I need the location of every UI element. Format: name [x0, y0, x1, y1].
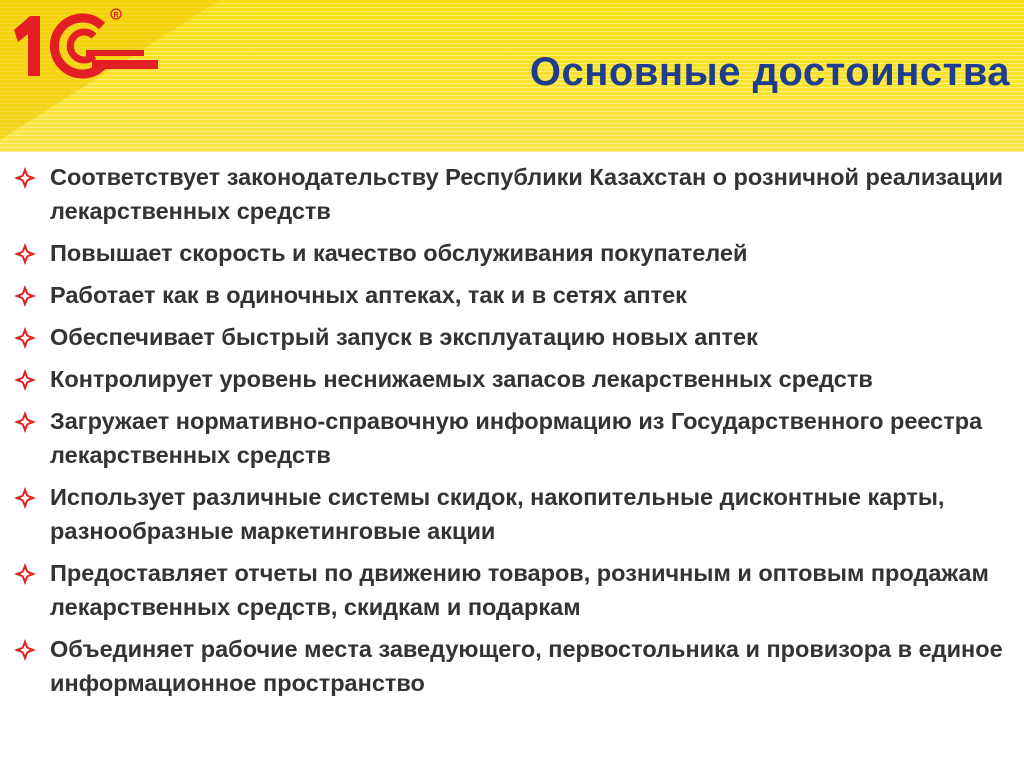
svg-text:R: R [113, 12, 119, 19]
list-item [14, 236, 1014, 270]
list-item-text: Загружает нормативно-справочную информацию из Государственного реестра лекарственных средств [50, 408, 983, 468]
list-item-text: Повышает скорость и качество обслуживания покупателей [50, 240, 748, 266]
list-item-text: Контролирует уровень неснижаемых запасов лекарственных средств [50, 366, 873, 392]
list-item [14, 320, 1014, 354]
list-item [14, 160, 1014, 228]
four-point-star-icon [14, 167, 36, 189]
four-point-star-icon [14, 285, 36, 307]
page-title: Основные достоинства [529, 50, 1010, 94]
list-item [14, 480, 1014, 548]
list-item [14, 556, 1014, 624]
list-item [14, 278, 1014, 312]
list-item [14, 362, 1014, 396]
header-band [0, 0, 1024, 152]
list-item [14, 404, 1014, 472]
four-point-star-icon [14, 327, 36, 349]
list-item-text: Обеспечивает быстрый запуск в эксплуатацию новых аптек [50, 324, 758, 350]
advantages-list [14, 160, 1014, 708]
four-point-star-icon [14, 487, 36, 509]
list-item-text: Использует различные системы скидок, накопительные дисконтные карты, разнообразные маркетинговые акции [50, 484, 945, 544]
four-point-star-icon [14, 563, 36, 585]
list-item [14, 632, 1014, 700]
list-item-text: Предоставляет отчеты по движению товаров, розничным и оптовым продажам лекарственных средств, скидкам и подаркам [50, 560, 989, 620]
four-point-star-icon [14, 243, 36, 265]
list-item-text: Работает как в одиночных аптеках, так и в сетях аптек [50, 282, 687, 308]
four-point-star-icon [14, 639, 36, 661]
1c-logo [6, 4, 162, 82]
four-point-star-icon [14, 411, 36, 433]
list-item-text: Объединяет рабочие места заведующего, первостольника и провизора в единое информационное пространство [50, 636, 1003, 696]
four-point-star-icon [14, 369, 36, 391]
list-item-text: Соответствует законодательству Республики Казахстан о розничной реализации лекарственных средств [50, 164, 1004, 224]
